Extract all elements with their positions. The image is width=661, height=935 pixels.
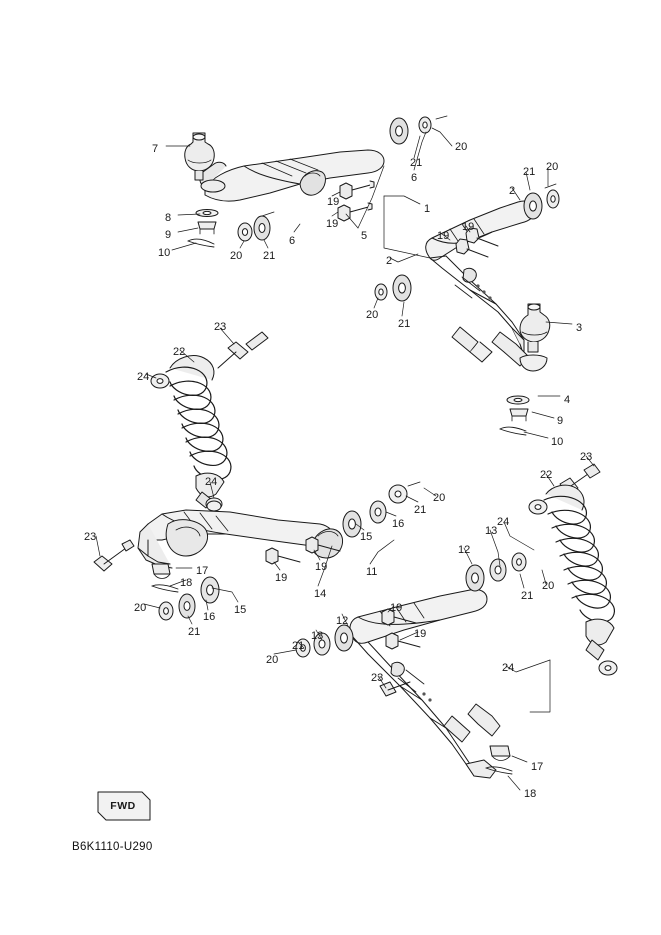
callout-number: 9 — [557, 415, 564, 427]
part-number-code: B6K1110-U290 — [72, 841, 153, 853]
callout-number: 10 — [158, 247, 171, 259]
callout-number: 23 — [84, 531, 97, 543]
callout-number: 20 — [230, 250, 243, 262]
callout-number: 22 — [540, 469, 553, 481]
bushing-group-lower-right-right — [466, 553, 526, 591]
callout-number: 6 — [289, 235, 296, 247]
callout-number: 23 — [371, 672, 384, 684]
shock-absorber-right — [529, 464, 617, 675]
callout-number: 7 — [152, 143, 159, 155]
callout-number: 20 — [542, 580, 555, 592]
callout-number: 15 — [360, 531, 373, 543]
callout-number: 21 — [414, 504, 427, 516]
nut-cotter-group-bottom — [486, 746, 512, 774]
callout-number: 21 — [292, 640, 305, 652]
callout-number: 19 — [326, 218, 339, 230]
callout-number: 20 — [546, 161, 559, 173]
callout-number: 21 — [398, 318, 411, 330]
callout-number: 16 — [392, 518, 405, 530]
callout-number: 20 — [455, 141, 468, 153]
callout-number: 15 — [234, 604, 247, 616]
callout-number: 24 — [497, 516, 510, 528]
callout-number: 20 — [433, 492, 446, 504]
callout-number: 24 — [137, 371, 150, 383]
callout-number: 19 — [315, 561, 328, 573]
callout-number: 19 — [275, 572, 288, 584]
callout-number: 21 — [521, 590, 534, 602]
bolt-group-19-upper-left — [338, 181, 374, 221]
bushing-group-lower-right-left — [296, 625, 353, 657]
callout-number: 17 — [196, 565, 209, 577]
callout-number: 10 — [551, 436, 564, 448]
callout-number: 22 — [173, 346, 186, 358]
callout-number: 17 — [531, 761, 544, 773]
callout-number: 13 — [485, 525, 498, 537]
callout-number: 19 — [414, 628, 427, 640]
callout-number: 14 — [314, 588, 327, 600]
callout-number: 3 — [576, 322, 583, 334]
callout-number: 21 — [263, 250, 276, 262]
callout-number: 11 — [366, 566, 378, 578]
callout-number: 1 — [424, 203, 431, 215]
callout-number: 21 — [410, 157, 423, 169]
callout-number: 8 — [165, 212, 172, 224]
callout-number: 20 — [366, 309, 379, 321]
callout-number: 23 — [580, 451, 593, 463]
callout-number: 23 — [214, 321, 227, 333]
callout-number: 12 — [458, 544, 471, 556]
leader-lines — [96, 128, 594, 790]
ball-joint-upper-right — [500, 304, 550, 435]
callout-number: 19 — [327, 196, 340, 208]
upper-right-control-arm — [426, 201, 535, 366]
callout-number: 20 — [134, 602, 147, 614]
callout-number: 5 — [361, 230, 368, 242]
callout-number: 19 — [390, 602, 403, 614]
callout-number: 21 — [523, 166, 536, 178]
callout-number: 9 — [165, 229, 172, 241]
bushing-group-20-21-left — [238, 212, 274, 241]
callout-number: 4 — [564, 394, 571, 406]
washer-nut-group-left — [188, 210, 218, 248]
bushing-group-top-center — [390, 116, 447, 144]
bushing-group-mid-right — [343, 482, 420, 537]
callout-number: 19 — [462, 221, 475, 233]
callout-number: 19 — [437, 230, 450, 242]
callout-number: 18 — [180, 577, 193, 589]
upper-left-control-arm — [200, 150, 384, 201]
callout-number: 12 — [336, 615, 349, 627]
bushing-group-20-21-mid — [375, 275, 411, 301]
callout-number: 24 — [502, 662, 515, 674]
lower-left-control-arm — [138, 501, 343, 568]
callout-number: 6 — [411, 172, 418, 184]
nut-cotter-group-left — [152, 564, 178, 592]
callout-number: 2 — [509, 185, 516, 197]
callout-number: 21 — [188, 626, 201, 638]
callout-number: 2 — [386, 255, 393, 267]
callout-number: 18 — [524, 788, 537, 800]
fwd-label: FWD — [110, 799, 136, 812]
callout-number: 16 — [203, 611, 216, 623]
callout-number: 13 — [311, 630, 324, 642]
callout-number: 24 — [205, 476, 218, 488]
fwd-indicator — [96, 790, 150, 821]
bushing-group-20-21-upper-right — [524, 184, 559, 219]
callout-number: 20 — [266, 654, 279, 666]
